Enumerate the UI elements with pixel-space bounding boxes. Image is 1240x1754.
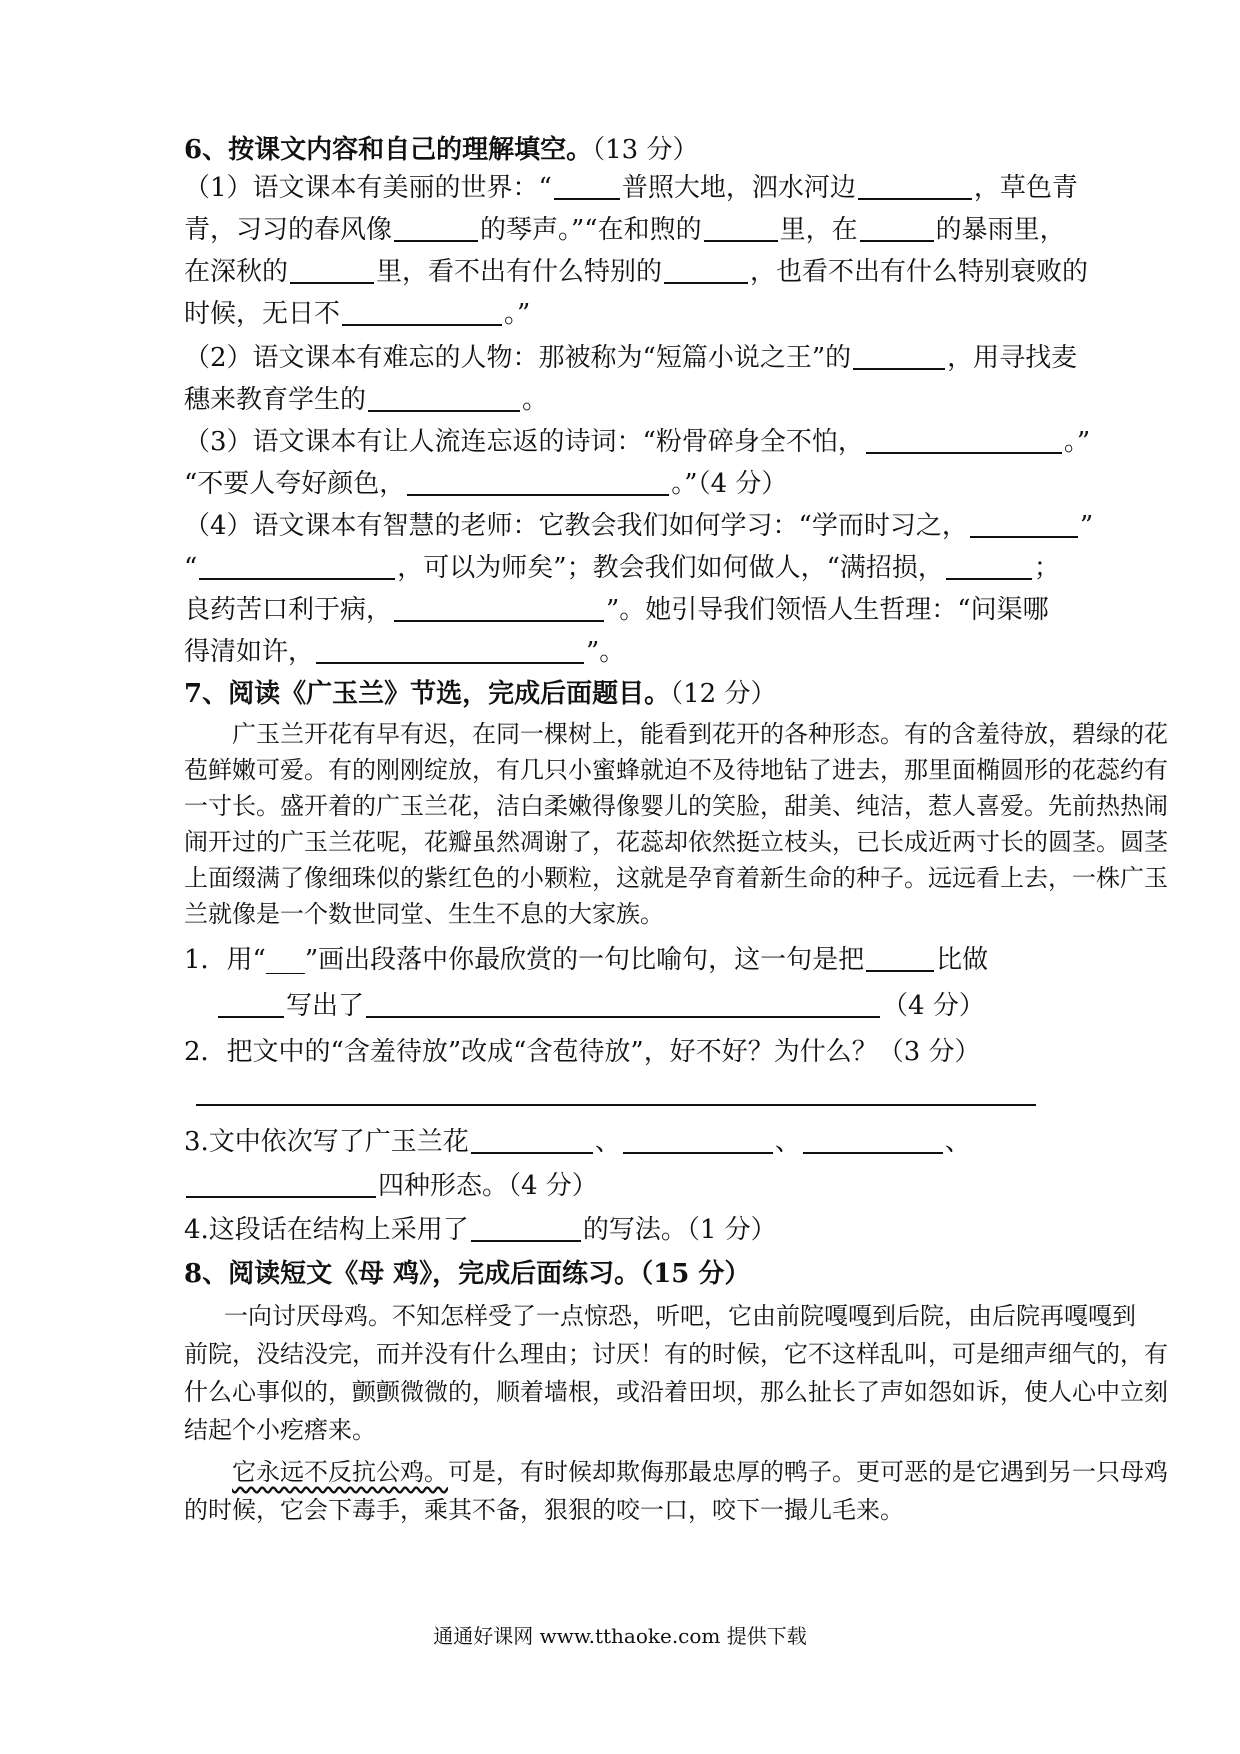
q7-text: 4.这段话在结构上采用了 (184, 1215, 469, 1245)
q8-passage-line: 的时候，它会下毒手，乘其不备，狠狠的咬一口，咬下一撮儿毛来。 (184, 1496, 904, 1524)
q6-text: 穗来教育学生的 (184, 385, 367, 415)
fill-blank[interactable] (970, 510, 1078, 538)
fill-blank[interactable] (623, 1126, 773, 1154)
fill-blank[interactable] (554, 172, 620, 200)
q8-passage-line: 结起个小疙瘩来。 (184, 1416, 376, 1444)
q7-passage-line: 兰就像是一个数世同堂、生生不息的大家族。 (184, 900, 664, 928)
q7-text: 写出了 (286, 991, 365, 1021)
q6-text: ，用寻找麦 (947, 343, 1078, 373)
q7-text: （4 分） (882, 991, 985, 1021)
q7-sub-1 (184, 942, 1084, 978)
fill-blank[interactable] (866, 944, 934, 972)
q6-text: 时候，无日不 (184, 299, 341, 329)
fill-blank[interactable] (366, 990, 880, 1018)
q6-text: 青，习习的春风像 (184, 215, 393, 245)
q7-text: 、 (774, 1127, 801, 1157)
q6-text: 。” (1063, 427, 1091, 457)
q6-text: 的暴雨里， (935, 215, 1066, 245)
fill-blank[interactable] (858, 172, 972, 200)
q6-text: （1）语文课本有美丽的世界：“ (184, 173, 552, 203)
q6-line-9 (184, 508, 1094, 544)
fill-blank[interactable] (471, 1214, 581, 1242)
q6-text: 的琴声。”“在和煦的 (480, 215, 702, 245)
q7-heading: 7、阅读《广玉兰》节选，完成后面题目。 (184, 679, 671, 709)
fill-blank[interactable] (199, 552, 395, 580)
q8-passage-line: 什么心事似的，颤颤微微的，顺着墙根，或沿着田坝，那么扯长了声如怨如诉，使人心中立刻 (184, 1378, 1168, 1406)
q7-sub-3 (184, 1124, 1084, 1160)
q7-sub-3-cont (184, 1168, 1084, 1204)
q7-passage-line: 一寸长。盛开着的广玉兰花，洁白柔嫩得像婴儿的笑脸，甜美、纯洁，惹人喜爱。先前热热闹 (184, 792, 1168, 820)
fill-blank[interactable] (316, 636, 584, 664)
q6-text: （2）语文课本有难忘的人物：那被称为“短篇小说之王”的 (184, 343, 852, 373)
q7-text: 的写法。（1 分） (582, 1215, 777, 1245)
fill-blank[interactable] (407, 468, 669, 496)
q7-sub-1-cont (216, 988, 1116, 1024)
q6-heading-line (184, 132, 1084, 168)
q6-text: 里，看不出有什么特别的 (376, 257, 663, 287)
q7-text: 、 (594, 1127, 621, 1157)
q8-passage-line: 前院，没结没完，而并没有什么理由；讨厌！有的时候，它不这样乱叫，可是细声细气的，有 (184, 1340, 1168, 1368)
wavy-underlined-sentence: 它永远不反抗公鸡。 (232, 1458, 448, 1486)
q6-text: ，可以为师矣”；教会我们如何做人，“满招损， (397, 553, 944, 583)
q6-text: ”。 (586, 637, 626, 667)
fill-blank[interactable] (860, 214, 934, 242)
q6-line-1 (184, 170, 1084, 206)
q6-text: 良药苦口利于病， (184, 595, 393, 625)
q7-passage-line: 闹开过的广玉兰花呢，花瓣虽然凋谢了，花蕊却依然挺立枝头，已长成近两寸长的圆茎。圆茎 (184, 828, 1168, 856)
fill-blank[interactable] (342, 298, 502, 326)
q6-line-3 (184, 254, 1089, 290)
q6-heading: 6、按课文内容和自己的理解填空。 (184, 135, 593, 165)
q6-line-10 (184, 550, 1084, 586)
q6-score: （13 分） (592, 135, 699, 165)
fill-blank[interactable] (853, 342, 945, 370)
fill-blank[interactable] (290, 256, 374, 284)
q6-text: 得清如许， (184, 637, 315, 667)
q6-line-2 (184, 212, 1084, 248)
q6-line-4 (184, 296, 1084, 332)
q6-text: 。”（4 分） (671, 469, 788, 499)
q7-passage-line: 上面缀满了像细珠似的紫红色的小颗粒，这就是孕育着新生命的种子。远远看上去，一株广玉 (184, 864, 1168, 892)
q6-text: 。” (504, 299, 531, 329)
q6-line-8 (184, 466, 1084, 502)
answer-line[interactable] (196, 1104, 1036, 1106)
q6-text: ； (1033, 553, 1060, 583)
fill-blank[interactable] (218, 990, 284, 1018)
q7-score: （12 分） (670, 679, 777, 709)
q7-text: 1．用“___”画出段落中你最欣赏的一句比喻句，这一句是把 (184, 945, 865, 975)
q6-text: ，草色青 (973, 173, 1078, 203)
q7-text: 3.文中依次写了广玉兰花 (184, 1127, 469, 1157)
fill-blank[interactable] (664, 256, 748, 284)
q6-text: ”。她引导我们领悟人生哲理：“问渠哪 (606, 595, 1049, 625)
q6-line-6 (184, 382, 1084, 418)
fill-blank[interactable] (394, 214, 478, 242)
q8-heading: 8、阅读短文《母 鸡》，完成后面练习。（15 分） (184, 1259, 751, 1289)
q7-text: 比做 (936, 945, 989, 975)
q8-passage-line: 一向讨厌母鸡。不知怎样受了一点惊恐，听吧，它由前院嘎嘎到后院，由后院再嘎嘎到 (224, 1302, 1136, 1330)
fill-blank[interactable] (471, 1126, 593, 1154)
q6-text: ” (1079, 511, 1094, 541)
fill-blank[interactable] (704, 214, 778, 242)
q6-text: “不要人夸好颜色， (184, 469, 406, 499)
q7-passage-line: 苞鲜嫩可爱。有的刚刚绽放，有几只小蜜蜂就迫不及待地钻了进去，那里面椭圆形的花蕊约有 (184, 756, 1168, 784)
q6-text: （4）语文课本有智慧的老师：它教会我们如何学习：“学而时习之， (184, 511, 968, 541)
fill-blank[interactable] (866, 426, 1062, 454)
fill-blank[interactable] (803, 1126, 943, 1154)
q6-text: 里，在 (779, 215, 858, 245)
page-footer: 通通好课网 www.tthaoke.com 提供下载 (433, 1624, 807, 1648)
q7-text: 、 (944, 1127, 971, 1157)
q6-line-11 (184, 592, 1084, 628)
q6-text: （3）语文课本有让人流连忘返的诗词：“粉骨碎身全不怕， (184, 427, 864, 457)
q6-text: 普照大地，泗水河边 (621, 173, 856, 203)
q6-text: ，也看不出有什么特别衰败的 (750, 257, 1089, 287)
fill-blank[interactable] (186, 1170, 376, 1198)
q6-text: 。 (522, 385, 549, 415)
q7-sub-2: 2．把文中的“含羞待放”改成“含苞待放”，好不好？为什么？（3 分） (184, 1037, 981, 1067)
q6-line-12 (184, 634, 1084, 670)
q8-text: 可是，有时候却欺侮那最忠厚的鸭子。更可恶的是它遇到另一只母鸡 (448, 1458, 1168, 1486)
q8-passage-line (184, 1454, 1168, 1490)
fill-blank[interactable] (368, 384, 520, 412)
fill-blank[interactable] (946, 552, 1032, 580)
q7-passage-line: 广玉兰开花有早有迟，在同一棵树上，能看到花开的各种形态。有的含羞待放，碧绿的花 (232, 720, 1168, 748)
fill-blank[interactable] (394, 594, 604, 622)
q7-sub-4 (184, 1212, 1084, 1248)
q6-line-7 (184, 424, 1091, 460)
q6-text: 在深秋的 (184, 257, 289, 287)
q6-line-5 (184, 340, 1084, 376)
q7-heading-line (184, 676, 1084, 712)
q6-text: “ (184, 553, 198, 583)
q7-text: 四种形态。（4 分） (378, 1171, 598, 1201)
